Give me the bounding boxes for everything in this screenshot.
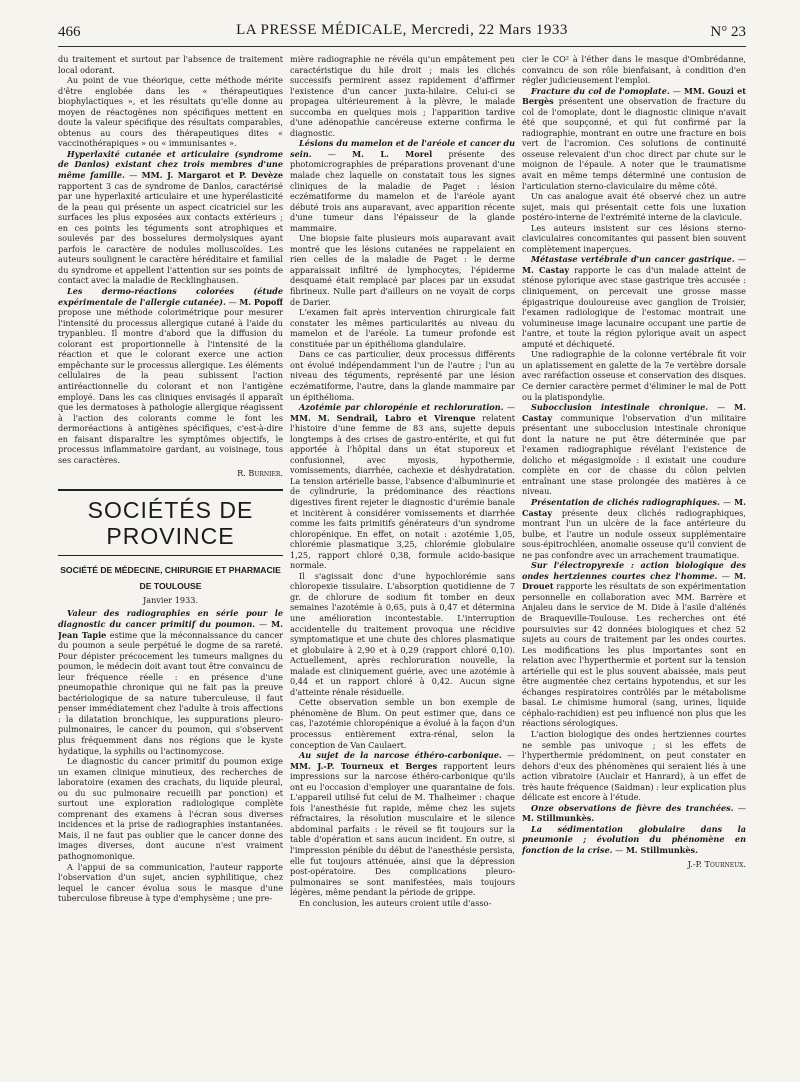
article-omoplate: Fracture du col de l'omoplate. — MM. Gouzi et Bergès présentent une observation de fracture du col de l'omoplate, dont le diagnostic clinique n'avait été que soupçonné, et qui fut confirmé par la radiographie, montrant en outre une fracture en bois vert de l'acromion. Ces solutions de continuité osseuse relevaient d'un choc direct par chute sur le moignon de l'épaule. A noter que le traumatisme avait en même temps déterminé une contusion de l'articulation sterno-claviculaire du même côté. [522,85,746,191]
paragraph: L'examen fait après intervention chirurgicale fait constater les mêmes particularités au niveau du mamelon et de l'aréole. La tumeur profonde est constituée par un épithélioma glandulaire. [290,307,515,349]
article-authors: M. Drouet [522,570,746,592]
paragraph: Le diagnostic du cancer primitif du poumon exige un examen clinique minutieux, des recherches de laboratoire (examen des crachats, du liquide pleural, ou du suc pulmonaire recueilli par ponction) et surtout une exploration radiologique complète comprenant des examens à l'écran sous diverses incidences et la prise de radiographies instantanées. Mais, il ne faut pas oublier que le cancer donne des images diverses, dont aucune n'est vraiment pathognomonique. [58,756,283,861]
column-right [522,54,746,1082]
paragraph: L'action biologique des ondes hertziennes courtes ne semble pas univoque ; si les effets de l'hyperthermie prédominent, on peut constater en dehors d'eux des phénomènes qui seraient liés à une action vibratoire (Auclair et Hanrard), à un effet de très haute fréquence (Saidman) : leur explication plus délicate est encore à l'étude. [522,729,746,803]
society-name: SOCIÉTÉ DE MÉDECINE, CHIRURGIE ET PHARMACIE [60,564,281,575]
article-authors: M. Popoff [239,296,283,307]
article-authors: M. Stillmunkès. [625,845,698,856]
article-body: relatent l'histoire d'une femme de 83 ans, sujette depuis longtemps à des crises de gastro-entérite, et qui fut apportée à l'hôpital dans un état stuporeux et confusionnel, avec myosis, hypothermie, vomissements, diarrhée, cachexie et déshydratation. La tension artérielle basse, l'absence d'albuminurie et de cylindrurie, la prédominance des réactions digestives firent rejeter le diagnostic d'urémie banale et incitèrent à considérer vomissements et diarrhée comme les faits primitifs générateurs d'un syndrome chloropénique. En effet, on notait : azotémie 1,05, chlorémie plasmatique 3,25, chlorémie globulaire 1,25, rapport chloré 0,38, formule acido-basique normale. [290,412,515,571]
article-danlos: Hyperlaxité cutanée et articulaire (syndrome de Danlos) existant chez trois membres d'une même famille. — MM. J. Margarot et P. Devèze rapportent 3 cas de syndrome de Danlos, caractérisé par une hyperlaxité articulaire et une hyperélasticité de la peau qui présente un aspect cicatriciel sur les surfaces les plus exposées aux contacts extérieurs ; en ces points les téguments sont atrophiques et soulevés par des bosselures dermolysiques ayant parfois le caractère de nodules molluscoïdes. Les auteurs soulignent le caractère héréditaire et familial du syndrome et appellent l'attention sur ses points de contact avec la maladie de Recklinghausen. [58,148,283,286]
article-authors: M. Stillmunkès. [522,813,595,824]
paragraph: Il s'agissait donc d'une hypochlorémie sans chloropexie tissulaire. L'absorption quotidienne de 7 gr. de chlorure de sodium fit tomber en deux semaines l'azotémie à 0,65, puis à 0,47 et détermina une amélioration incontestable. L'interruption accidentelle du traitement provoqua une récidive symptomatique et une chute des chlores plasmatique et globulaire à 2,90 et à 0,29 (rapport chloré 0,10). Actuellement, après rechloruration nouvelle, la malade est cliniquement guérie, avec une azotémie à 0,44 et un rapport chloré à 0,42. Aucun signe d'atteinte rénale résiduelle. [290,570,515,697]
article-subocclusion: Subocclusion intestinale chronique. — M. Castay communique l'observation d'un militaire présentant une subocclusion intestinale chronique dont la nature ne put être déterminée que par l'examen radiographique révélant l'existence de dolicho et mégasigmoïde : il existait une coudure complète en cor de chasse du côlon pelvien entraînant une stase prolongée des matières à ce niveau. [522,402,746,497]
article-mamelon: Lésions du mamelon et de l'aréole et cancer du sein. — M. L. Morel présente des photomicrographies de préparations provenant d'une malade chez laquelle on constatait tous les signes cliniques de la maladie de Paget : lésion eczématiforme du mamelon et de l'aréole ayant débuté trois ans auparavant, avec apparition récente d'une tumeur dans l'épaisseur de la glande mammaire. [290,138,515,233]
article-body: estime que la méconnaissance du cancer du poumon a seule perpétué le dogme de sa rareté. Pour dépister précocement les tumeurs malignes du poumon, le médecin doit avant tout être convaincu de leur fréquence réelle : en présence d'une pneumopathie chronique qui ne fait pas la preuve bactériologique de sa nature tuberculeuse, il faut penser immédiatement chez l'adulte à trois affections : la dilatation bronchique, les suppurations pleuro-pulmonaires, le cancer du poumon, qui s'observent plus fréquemment dans nos régions que le kyste hydatique, la syphilis ou l'actinomycose. [58,629,283,756]
paragraph: En conclusion, les auteurs croient utile d'asso- [299,897,492,908]
article-title: Onze observations de fièvre des tranchées. [531,802,734,813]
article-narcose: Au sujet de la narcose éthéro-carbonique. — MM. J.-P. Tourneux et Berges rapportent leurs impressions sur la narcose éthéro-carbonique qu'ils ont eu l'occasion d'employer une quarantaine de fois. L'appareil utilisé fut celui de M. Thalheimer : chaque fois l'anesthésie fut rapide, même chez les sujets réfractaires, la résolution musculaire et le silence abdominal parfaits : le réveil se fit toujours sur la table d'opération et sans aucun incident. En outre, si l'impression pénible du début de l'anesthésie persista, elle fut toujours atténuée, ainsi que la dépression post-opératoire. Des complications pleuro-pulmonaires se sont manifestées, mais toujours légères, même pendant la période de grippe. [290,750,515,898]
article-body: présentent une observation de fracture du col de l'omoplate, dont le diagnostic clinique n'avait été que soupçonné, et qui fut confirmé par la radiographie, montrant en outre une fracture en bois vert de l'acromion. Ces solutions de continuité osseuse relevaient d'un choc direct par chute sur le moignon de l'épaule. A noter que le traumatisme avait en même temps déterminé une contusion de l'articulation sterno-claviculaire du même côté. [522,96,746,191]
article-body: rapportent leurs impressions sur la narcose éthéro-carbonique qu'ils ont eu l'occasion d'employer une quarantaine de fois. L'appareil utilisé fut celui de M. Thalheimer : chaque fois l'anesthésie fut rapide, même chez les sujets réfractaires, la résolution musculaire et le silence abdominal parfaits : le réveil se fit toujours sur la table d'opération et sans aucun incident. En outre, si l'impression pénible du début de l'anesthésie persista, elle fut toujours atténuée, ainsi que la dépression post-opératoire. Des complications pleuro-pulmonaires se sont manifestées, mais toujours légères, même pendant la période de grippe. [290,760,515,898]
society-city: DE TOULOUSE [139,580,202,591]
journal-title: LA PRESSE MÉDICALE, Mercredi, 22 Mars 1933 [236,22,568,38]
article-authors: MM. J. Margarot et P. Devèze [141,170,283,181]
article-body: rapporte les résultats de son expérimentation personnelle en collaboration avec MM. Barrère et Anjaleu dans le service de M. Dide à l'asile d'aliénés de Braqueville-Toulouse. Les recherches ont été poursuivies sur 42 données biologiques et chez 52 sujets au cours de traitement par les ondes courtes. Les modifications les plus importantes sont en relation avec l'hyperthermie et portent sur la tension artérielle qui est le plus souvent abaissée, mais peut être augmentée chez certains hypotendus, et sur les échanges respiratoires contrôlés par le métabolisme basal. Le chimisme humoral (sang, urines, liquide céphalo-rachidien) est peu influencé non plus que les réactions sérologiques. [522,581,746,729]
section-divider [58,555,283,556]
article-authors: M. Castay [522,496,746,518]
paragraph: Les auteurs insistent sur ces lésions sterno-claviculaires concomitantes qui passent bien souvent complètement inaperçues. [522,222,746,254]
section-title: SOCIÉTÉS DE PROVINCE [87,496,254,549]
article-title: Azotémie par chloropénie et rechloruration. [299,402,504,413]
article-authors: MM. J.-P. Tourneux et Berges [290,760,438,771]
article-body: présente des photomicrographies de préparations provenant d'une malade chez laquelle on constatait tous les signes cliniques de la maladie de Paget : lésion eczématiforme du mamelon et de l'aréole ayant débuté trois ans auparavant, avec apparition récente d'une tumeur dans l'épaisseur de la glande mammaire. [290,148,515,233]
article-fievre-tranchees: Onze observations de fièvre des tranchées. — M. Stillmunkès. [522,802,746,824]
page-number: 466 [58,24,81,40]
article-title: Sur l'électropyrexie : action biologique des ondes hertziennes courtes chez l'homme. [522,560,746,581]
paragraph: Une biopsie faite plusieurs mois auparavant avait montré que les lésions cutanées ne rappelaient en rien celles de la maladie de Paget : le derme apparaissait infiltré de lymphocytes, l'épiderme desquamé était remplacé par places par un exsudat fibrineux. Nulle part d'ailleurs on ne voyait de corps de Darier. [290,233,515,307]
article-authors: M. Jean Tapie [58,618,283,640]
article-electropyrexie: Sur l'électropyrexie : action biologique des ondes hertziennes courtes chez l'homme. — M. Drouet rapporte les résultats de son expérimentation personnelle en collaboration avec MM. Barrère et Anjaleu dans le service de M. Dide à l'asile d'aliénés de Braqueville-Toulouse. Les recherches ont été poursuivies sur 42 données biologiques et chez 52 sujets au cours de traitement par les ondes courtes. Les modifications les plus importantes sont en relation avec l'hyperthermie et portent sur la tension artérielle qui est le plus souvent abaissée, mais peut être augmentée chez certains hypotendus, et sur les échanges respiratoires contrôlés par le métabolisme basal. Le chimisme humoral (sang, urines, liquide céphalo-rachidien) est peu influencé non plus que les réactions sérologiques. [522,560,746,729]
article-sedimentation: La sédimentation globulaire dans la pneumonie ; évolution du phénomène en fonction de la crise. — M. Stillmunkès. [522,823,746,856]
article-body: présente deux clichés radiographiques, montrant l'un un ulcère de la face antérieure du bulbe, et l'autre un nodule osseux supplémentaire sous-épitrochléen, anomalie osseuse qu'il convient de ne pas confondre avec un arrachement traumatique. [522,507,746,560]
article-title: Au sujet de la narcose éthéro-carbonique. [299,750,502,761]
article-authors: MM. Gouzi et Bergès [522,85,746,107]
article-title: Valeur des radiographies en série pour le diagnostic du cancer primitif du poumon. [58,608,283,629]
paragraph: mière radiographie ne révéla qu'un empâtement peu caractéristique du hile droit ; mais les clichés successifs permirent assez rapidement d'affirmer l'existence d'un cancer juxta-hilaire. Celui-ci se propagea ultérieurement à la plèvre, le malade succomba en quelques mois ; l'apparition tardive d'une adénopathie cancéreuse externe confirma le diagnostic. [290,54,515,138]
society-date: Janvier 1933. [142,594,199,605]
article-authors: M. Castay [522,264,570,275]
article-dermo-reactions: Les dermo-réactions colorées (étude expérimentale de l'allergie cutanée). — M. Popoff propose une méthode colorimétrique pour mesurer l'intensité du processus allergique cutané à l'aide du trypanbleu. Il montre d'abord que la diffusion du colorant est proportionnelle à l'intensité de la réaction et que le colorant exerce une action empêchante sur le processus allergique. Les éléments cellulaires de la peau subissent l'action antiréactionnelle du colorant et non l'antigène employé. Dans les cas cliniques envisagés il apparaît que les dermatoses à pathologie allergique réagissent à l'action des colorants comme le font les dermoréactions à antigènes spécifiques, c'est-à-dire en faisant disparaître les symptômes objectifs, le processus inflammatoire gardant, au voisinage, tous ses caractères. [58,286,283,465]
article-authors: MM. M. Sendrail, Labro et Virenque [290,412,476,423]
article-radiographies: Valeur des radiographies en série pour le diagnostic du cancer primitif du poumon. — M. Jean Tapie estime que la méconnaissance du cancer du poumon a seule perpétué le dogme de sa rareté. Pour dépister précocement les tumeurs malignes du poumon, le médecin doit avant tout être convaincu de leur fréquence réelle : en présence d'une pneumopathie chronique qui ne fait pas la preuve bactériologique de sa nature tuberculeuse, il faut penser immédiatement chez l'adulte à trois affections : la dilatation bronchique, les suppurations pleuro-pulmonaires, le cancer du poumon, qui s'observent plus fréquemment dans nos régions que le kyste hydatique, la syphilis ou l'actinomycose. [58,608,283,756]
article-cliches: Présentation de clichés radiographiques. — M. Castay présente deux clichés radiographiques, montrant l'un un ulcère de la face antérieure du bulbe, et l'autre un nodule osseux supplémentaire sous-épitrochléen, anomalie osseuse qu'il convient de ne pas confondre avec un arrachement traumatique. [522,496,746,560]
article-body: rapportent 3 cas de syndrome de Danlos, caractérisé par une hyperlaxité articulaire et une hyperélasticité de la peau qui présente un aspect cicatriciel sur les surfaces les plus exposées aux contacts extérieurs ; en ces points les téguments sont atrophiques et soulevés par des bosselures dermolysiques ayant parfois le caractère de nodules molluscoïdes. Les auteurs soulignent le caractère héréditaire et familial du syndrome et appellent l'attention sur ses points de contact avec la maladie de Recklinghausen. [58,180,283,286]
article-title: Métastase vertébrale d'un cancer gastrique. [531,254,735,265]
article-body: communique l'observation d'un militaire présentant une subocclusion intestinale chronique dont la nature ne put être déterminée que par l'examen radiographique révélant l'existence de dolicho et mégasigmoïde : il existait une coudure complète en cor de chasse du côlon pelvien entraînant une stase prolongée des matières à ce niveau. [522,412,746,497]
section-divider [58,489,283,491]
paragraph: Une radiographie de la colonne vertébrale fit voir un aplatissement en galette de la 7e vertèbre dorsale avec raréfaction osseuse et conservation des disques. Ce dernier caractère permet d'éliminer le mal de Pott ou la platispondylie. [522,349,746,402]
article-title: Subocclusion intestinale chronique. [531,402,709,413]
article-authors: M. L. Morel [352,148,433,159]
page-header [58,22,746,47]
article-title: Présentation de clichés radiographiques. [531,496,720,507]
article-authors: M. Castay [522,402,746,423]
article-body: propose une méthode colorimétrique pour mesurer l'intensité du processus allergique cutané à l'aide du trypanbleu. Il montre d'abord que la diffusion du colorant est proportionnelle à l'intensité de la réaction et que le colorant exerce une action empêchante sur le processus allergique. Les éléments cellulaires de la peau subissent l'action antiréactionnelle du colorant et non l'antigène employé. Dans les cas cliniques envisagés il apparaît que les dermatoses à pathologie allergique réagissent à l'action des colorants comme le font les dermoréactions à antigènes spécifiques, c'est-à-dire en faisant disparaître les symptômes objectifs, le processus inflammatoire gardant, au voisinage, tous ses caractères. [58,307,283,465]
paragraph: cier le CO² à l'éther dans le masque d'Ombrédanne, convaincu de son rôle bienfaisant, à condition d'en régler judicieusement l'emploi. [522,54,746,86]
signature: J.-P. Tourneux. [687,858,746,869]
paragraph: A l'appui de sa communication, l'auteur rapporte l'observation d'un sujet, ancien syphilitique, chez lequel le cancer évolua sous le masque d'une tuberculose fibreuse à type d'emphysème ; une pre- [58,861,283,904]
paragraph: Un cas analogue avait été observé chez un autre sujet, mais qui présentait cette fois une luxation postéro-interne de l'extrémité interne de la clavicule. [522,191,746,223]
article-azotemie: Azotémie par chloropénie et rechloruration. — MM. M. Sendrail, Labro et Virenque relatent l'histoire d'une femme de 83 ans, sujette depuis longtemps à des crises de gastro-entérite, et qui fut apportée à l'hôpital dans un état stuporeux et confusionnel, avec myosis, hypothermie, vomissements, diarrhée, cachexie et déshydratation. La tension artérielle basse, l'absence d'albuminurie et de cylindrurie, la prédominance des réactions digestives firent rejeter le diagnostic d'urémie banale et incitèrent à considérer vomissements et diarrhée comme les faits primitifs générateurs d'un syndrome chloropénique. En effet, on notait : azotémie 1,05, chlorémie plasmatique 3,25, chlorémie globulaire 1,25, rapport chloré 0,38, formule acido-basique normale. [290,402,515,571]
paragraph: Cette observation semble un bon exemple de phénomène de Blum. On peut estimer que, dans ce cas, l'azotémie chloropénique a évolué à la façon d'un processus entièrement extra-rénal, selon la conception de Van Caulaert. [290,697,515,750]
signature: R. Burnier. [237,468,283,479]
column-left [58,54,283,1082]
article-metastase: Métastase vertébrale d'un cancer gastrique. — M. Castay rapporte le cas d'un malade atteint de sténose pylorique avec stase gastrique très accusée : cliniquement, on percevait une grosse masse épigastrique douloureuse avec ganglion de Troisier, l'examen radiologique de l'estomac montrait une volumineuse image lacunaire occupant une partie de l'antre, et toute la région pylorique avait un aspect amputé et déchiqueté. [522,254,746,349]
article-title: La sédimentation globulaire dans la pneumonie ; évolution du phénomène en fonction de la crise. [522,823,746,856]
column-middle [290,54,515,1082]
paragraph: Dans ce cas particulier, deux processus différents ont évolué indépendamment l'un de l'autre ; l'un au niveau des téguments, représenté par une lésion eczématiforme, l'autre, dans la glande mammaire par un épithélioma. [290,349,515,402]
article-title: Les dermo-réactions colorées (étude expérimentale de l'allergie cutanée). [58,286,283,307]
article-title: Fracture du col de l'omoplate. [531,85,670,96]
article-title: Hyperlaxité cutanée et articulaire (syndrome de Danlos) existant chez trois membres d'une même famille. [58,148,283,181]
paragraph: Au point de vue théorique, cette méthode mérite d'être englobée dans les « thérapeutiques biophylactiques », et les résultats qu'elle donne au moyen de réactogènes non spécifiques mettent en doute la valeur spécifique des résultats comparables, obtenus au cours des thérapeutiques dites « vaccinothérapiques » ou « immunisantes ». [58,75,283,149]
paragraph: du traitement et surtout par l'absence de traitement local odorant. [58,54,283,75]
issue-number: N° 23 [710,24,746,40]
article-body: rapporte le cas d'un malade atteint de sténose pylorique avec stase gastrique très accusée : cliniquement, on percevait une grosse masse épigastrique douloureuse avec ganglion de Troisier, l'examen radiologique de l'estomac montrait une volumineuse image lacunaire occupant une partie de l'antre, et toute la région pylorique avait un aspect amputé et déchiqueté. [522,264,746,349]
article-title: Lésions du mamelon et de l'aréole et cancer du sein. [290,138,515,159]
